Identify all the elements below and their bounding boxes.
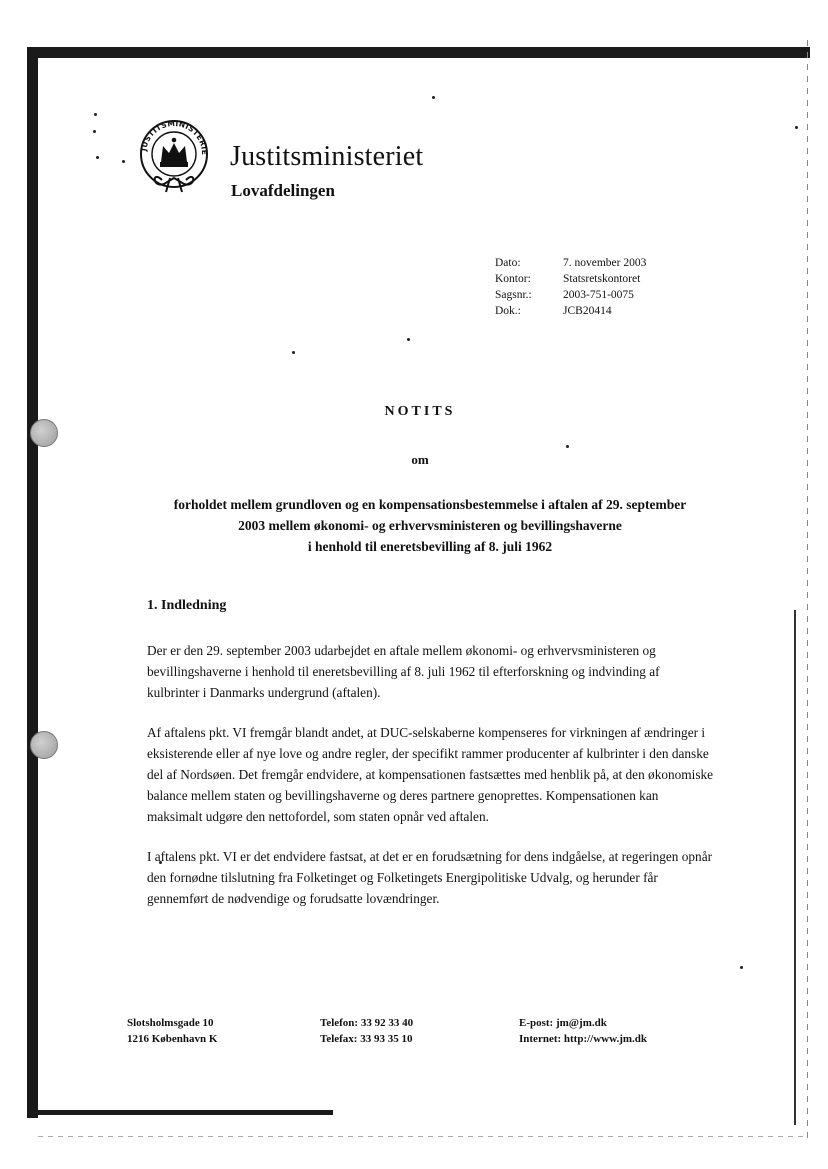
subject-line: 2003 mellem økonomi- og erhvervsministeren og bevillingshaverne bbox=[238, 518, 622, 533]
meta-row-case-number bbox=[495, 287, 646, 303]
footer-address-line: Slotsholmsgade 10 bbox=[127, 1017, 214, 1029]
footer-telefax: Telefax: 33 93 35 10 bbox=[320, 1033, 413, 1045]
department-name: Lovafdelingen bbox=[231, 181, 335, 200]
scan-edge-dashed-bottom bbox=[38, 1136, 808, 1137]
subject-line: i henhold til eneretsbevilling af 8. juli 1962 bbox=[307, 539, 553, 554]
footer-address bbox=[127, 1015, 217, 1047]
document-body bbox=[147, 640, 715, 928]
scan-speck bbox=[122, 160, 125, 163]
meta-row-document bbox=[495, 303, 646, 319]
meta-value: Statsretskontoret bbox=[563, 273, 641, 285]
scan-edge-dashed-right bbox=[807, 40, 808, 1140]
page-border-left bbox=[27, 47, 38, 1118]
punch-hole-icon bbox=[30, 419, 58, 447]
footer-phone bbox=[320, 1015, 413, 1047]
footer-contact bbox=[519, 1015, 647, 1047]
meta-value: JCB20414 bbox=[563, 305, 612, 317]
punch-hole-icon bbox=[30, 731, 58, 759]
footer-address-line: 1216 København K bbox=[127, 1033, 218, 1045]
scan-speck bbox=[407, 338, 410, 341]
footer-website: Internet: http://www.jm.dk bbox=[519, 1033, 648, 1045]
scan-speck bbox=[96, 156, 99, 159]
footer-telephone: Telefon: 33 92 33 40 bbox=[320, 1017, 414, 1029]
body-paragraph: Der er den 29. september 2003 udarbejdet en aftale mellem økonomi- og erhvervsministeren og bevillingshaverne i henhold til eneretsbevilling af 8. juli 1962 til efterforskning og indvinding af kulbrinter i Danmarks undergrund (aftalen). bbox=[147, 643, 660, 700]
meta-label: Sagsnr.: bbox=[495, 289, 532, 301]
document-title: NOTITS bbox=[384, 404, 456, 419]
title-connector: om bbox=[411, 452, 429, 467]
scan-speck bbox=[740, 966, 743, 969]
subject-line: forholdet mellem grundloven og en kompensationsbestemmelse i aftalen af 29. september bbox=[173, 497, 687, 512]
ministry-name: Justitsministeriet bbox=[230, 141, 424, 172]
page-edge-right bbox=[794, 610, 796, 1125]
body-paragraph: Af aftalens pkt. VI fremgår blandt andet, at DUC-selskaberne kompenseres for virkningen af ændringer i eksisterende eller af nye love og andre regler, der specifikt rammer producenter af kulbrinter i den danske del af Nordsøen. Det fremgår endvidere, at kompensationen fastsættes med henblik på, at den økonomiske balance mellem staten og bevillingshaverne og deres partnere genoprettes. Kompensationen kan maksimalt udgøre den nettofordel, som staten opnår ved aftalen. bbox=[147, 725, 714, 824]
document-metadata bbox=[495, 255, 646, 319]
royal-crown-seal-icon bbox=[134, 114, 214, 196]
scan-speck bbox=[432, 96, 435, 99]
section-heading: 1. Indledning bbox=[147, 598, 227, 613]
scan-speck bbox=[292, 351, 295, 354]
meta-label: Dato: bbox=[495, 257, 521, 269]
meta-label: Kontor: bbox=[495, 273, 531, 285]
scan-speck bbox=[795, 126, 798, 129]
scan-speck bbox=[94, 113, 97, 116]
page-border-top bbox=[27, 47, 810, 58]
document-subject bbox=[120, 494, 740, 557]
footer-email: E-post: jm@jm.dk bbox=[519, 1017, 607, 1029]
seal-lettering: JUSTITSMINISTERIE bbox=[139, 118, 210, 156]
scan-speck bbox=[93, 130, 96, 133]
meta-value: 7. november 2003 bbox=[563, 257, 647, 269]
meta-value: 2003-751-0075 bbox=[563, 289, 634, 301]
meta-row-office bbox=[495, 271, 646, 287]
scan-speck bbox=[566, 445, 569, 448]
meta-row-date bbox=[495, 255, 646, 271]
body-paragraph: I aftalens pkt. VI er det endvidere fastsat, at det er en forudsætning for dens indgåelse, at regeringen opnår den fornødne tilslutning fra Folketinget og Folketingets Energipolitiske Udvalg, og herunder får gennemført de nødvendige og forudsatte lovændringer. bbox=[147, 849, 713, 906]
meta-label: Dok.: bbox=[495, 305, 521, 317]
page-border-bottom bbox=[27, 1110, 333, 1115]
